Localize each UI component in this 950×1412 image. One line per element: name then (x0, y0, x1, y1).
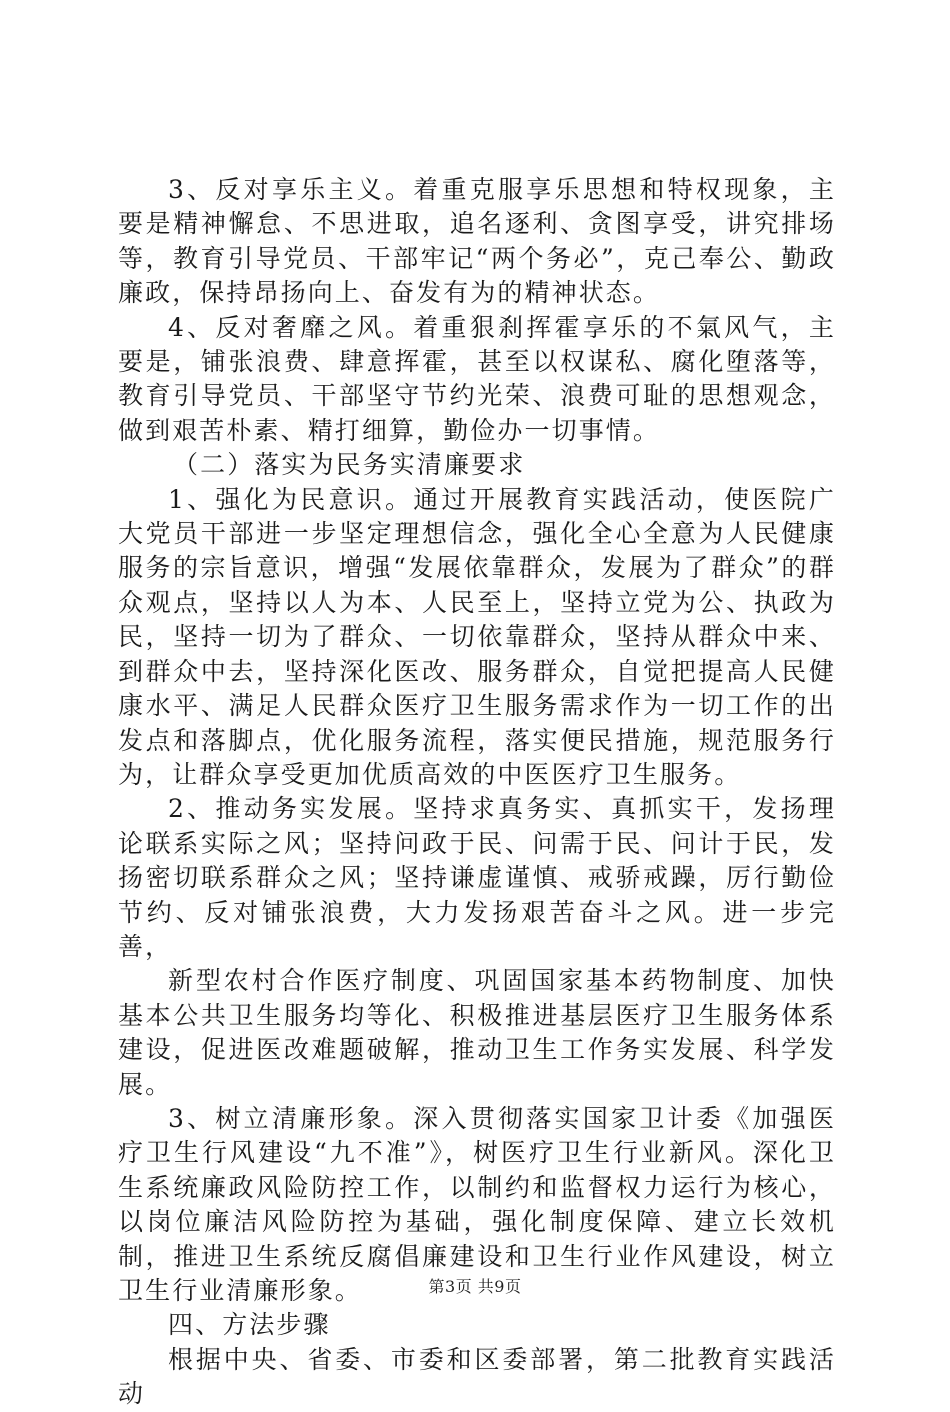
document-body (118, 173, 836, 1412)
paragraph-oppose-hedonism: 3、反对享乐主义。着重克服享乐思想和特权现象，主要是精神懈怠、不思进取，追名逐利、贪图享受，讲究排场等，教育引导党员、干部牢记“两个务必”，克己奉公、勤政廉政，保持昂扬向上、奋发有为的精神状态。 (118, 175, 836, 308)
paragraph-deployment: 根据中央、省委、市委和区委部署，第二批教育实践活动 (118, 1344, 836, 1409)
paragraph-people-awareness: 1、强化为民意识。通过开展教育实践活动，使医院广大党员干部进一步坚定理想信念，强化全心全意为人民健康服务的宗旨意识，增强“发展依靠群众，发展为了群众”的群众观点，坚持以人为本、人民至上，坚持立党为公、执政为民，坚持一切为了群众、一切依靠群众，坚持从群众中来、到群众中去，坚持深化医改、服务群众，自觉把提高人民健康水平、满足人民群众医疗卫生服务需求作为一切工作的出发点和落脚点，优化服务流程，落实便民措施，规范服务行为，让群众享受更加优质高效的中医医疗卫生服务。 (118, 484, 836, 789)
page-number-footer: 第3页 共9页 (428, 1277, 522, 1296)
paragraph-oppose-extravagance: 4、反对奢靡之风。着重狠刹挥霍享乐的不氣风气，主要是，铺张浪费、肆意挥霍，甚至以权谋私、腐化堕落等，教育引导党员、干部坚守节约光荣、浪费可耻的思想观念，做到艰苦朴素、精打细算，勤俭办一切事情。 (118, 312, 836, 445)
section-heading-requirements: （二）落实为民务实清廉要求 (173, 450, 526, 480)
section-heading-methods: 四、方法步骤 (168, 1310, 331, 1340)
paragraph-practical-development: 2、推动务实发展。坚持求真务实、真抓实干，发扬理论联系实际之风；坚持问政于民、问需于民、问计于民，发扬密切联系群众之风；坚持谦虚谨慎、戒骄戒躁，厉行勤俭节约、反对铺张浪费，大力发扬艰苦奋斗之风。进一步完善， (118, 794, 836, 961)
paragraph-rural-cooperative-medical: 新型农村合作医疗制度、巩固国家基本药物制度、加快基本公共卫生服务均等化、积极推进基层医疗卫生服务体系建设，促进医改难题破解，推动卫生工作务实发展、科学发展。 (118, 966, 836, 1099)
paragraph-clean-image: 3、树立清廉形象。深入贯彻落实国家卫计委《加强医疗卫生行风建设“九不准”》，树医疗卫生行业新风。深化卫生系统廉政风险防控工作，以制约和监督权力运行为核心，以岗位廉洁风险防控为基础，强化制度保障、建立长效机制，推进卫生系统反腐倡廉建设和卫生行业作风建设，树立卫生行业清廉形象。 (118, 1103, 836, 1305)
